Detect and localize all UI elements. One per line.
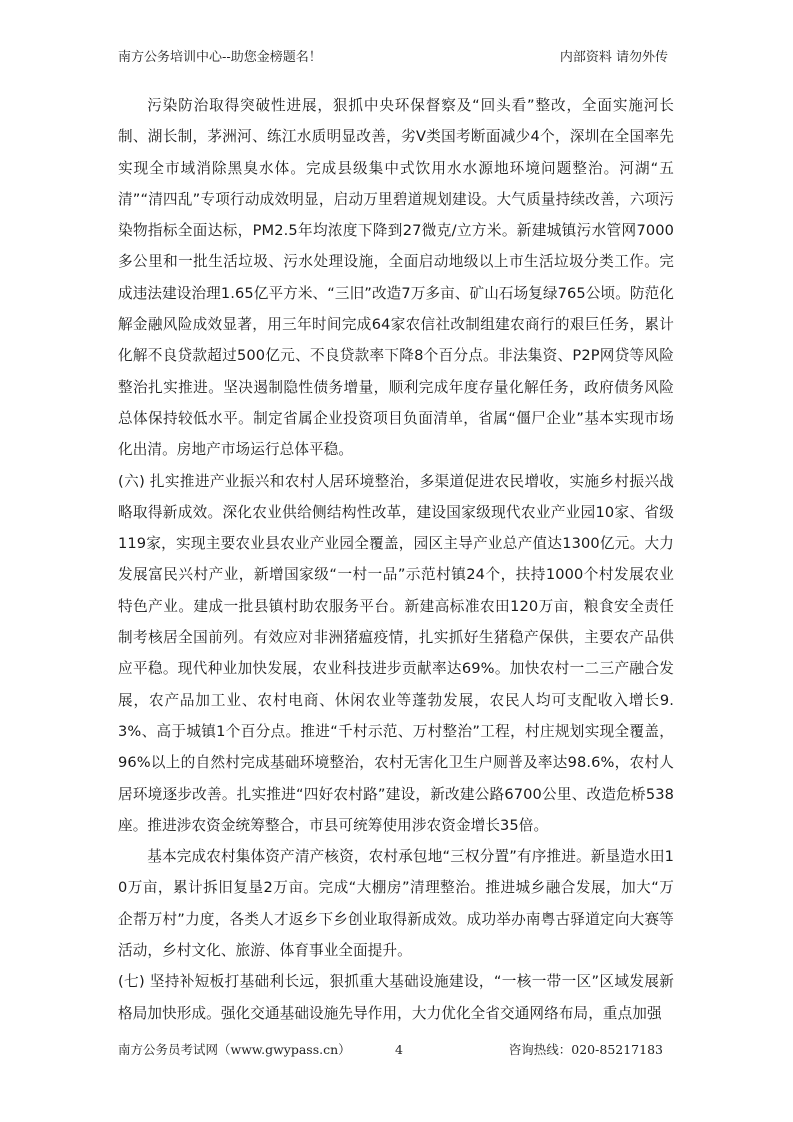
- footer-hotline: 咨询热线：020-85217183: [508, 1042, 663, 1057]
- document-body: [118, 90, 674, 1029]
- paragraph-section-seven: (七) 坚持补短板打基础利长远，狠抓重大基础设施建设，“一核一带一区”区域发展新格局加快形成。强化交通基础设施先导作用，大力优化全省交通网络布局，重点加强: [118, 973, 674, 1022]
- paragraph-rural-assets: 基本完成农村集体资产清产核资，农村承包地“三权分置”有序推进。新垦造水田10万亩，累计拆旧复垦2万亩。完成“大棚房”清理整治。推进城乡融合发展，加大“万企帮万村”力度，各类人才返乡下乡创业取得新成效。成功举办南粤古驿道定向大赛等活动，乡村文化、旅游、体育事业全面提升。: [118, 848, 674, 960]
- page-number: 4: [395, 1042, 403, 1057]
- paragraph-pollution: 污染防治取得突破性进展，狠抓中央环保督察及“回头看”整改，全面实施河长制、湖长制，茅洲河、练江水质明显改善，劣Ⅴ类国考断面减少4个，深圳在全国率先实现全市域消除黑臭水体。完成县级集中式饮用水水源地环境问题整治。河湖“五清”“清四乱”专项行动成效明显，启动万里碧道规划建设。大气质量持续改善，六项污染物指标全面达标，PM2.5年均浓度下降到27微克/立方米。新建城镇污水管网7000多公里和一批生活垃圾、污水处理设施，全面启动地级以上市生活垃圾分类工作。完成违法建设治理1.65亿平方米、“三旧”改造7万多亩、矿山石场复绿765公顷。防范化解金融风险成效显著，用三年时间完成64家农信社改制组建农商行的艰巨任务，累计化解不良贷款超过500亿元、不良贷款率下降8个百分点。非法集资、P2P网贷等风险整治扎实推进。坚决遏制隐性债务增量，顺利完成年度存量化解任务，政府债务风险总体保持较低水平。制定省属企业投资项目负面清单，省属“僵尸企业”基本实现市场化出清。房地产市场运行总体平稳。: [118, 97, 674, 459]
- header-right-text: 内部资料 请勿外传: [559, 50, 668, 65]
- footer-website: 南方公务员考试网（www.gwypass.cn）: [118, 1042, 351, 1057]
- paragraph-section-six: (六) 扎实推进产业振兴和农村人居环境整治，多渠道促进农民增收，实施乡村振兴战略取得新成效。深化农业供给侧结构性改革，建设国家级现代农业产业园10家、省级119家，实现主要农业县农业产业园全覆盖，园区主导产业总产值达1300亿元。大力发展富民兴村产业，新增国家级“一村一品”示范村镇24个，扶持1000个村发展农业特色产业。建成一批县镇村助农服务平台。新建高标准农田120万亩，粮食安全责任制考核居全国前列。有效应对非洲猪瘟疫情，扎实抓好生猪稳产保供，主要农产品供应平稳。现代种业加快发展，农业科技进步贡献率达69%。加快农村一二三产融合发展，农产品加工业、农村电商、休闲农业等蓬勃发展，农民人均可支配收入增长9.3%、高于城镇1个百分点。推进“千村示范、万村整治”工程，村庄规划实现全覆盖，96%以上的自然村完成基础环境整治，农村无害化卫生户厕普及率达98.6%，农村人居环境逐步改善。扎实推进“四好农村路”建设，新改建公路6700公里、改造危桥538座。推进涉农资金统筹整合，市县可统筹使用涉农资金增长35倍。: [118, 472, 674, 834]
- header-left-text: 南方公务培训中心--助您金榜题名！: [118, 50, 322, 65]
